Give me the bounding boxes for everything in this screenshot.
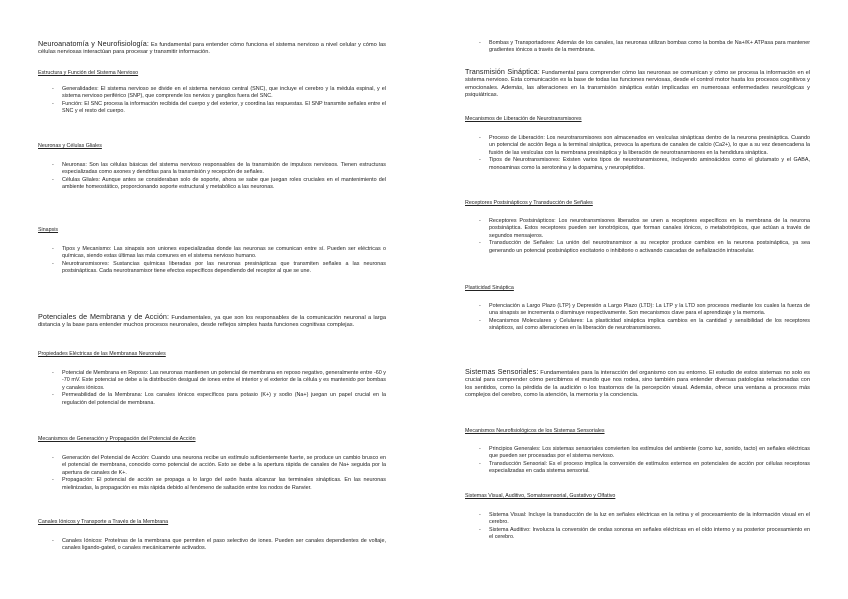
item-text: Cuando una neurona recibe un estímulo suficientemente fuerte, se produce un cambio brusco en el potencial de membrana, conocido como potencial de acción. Esto se debe a la apertura rápida de canales de Na+ seguida por la apertura de canales de K+. — [62, 455, 386, 476]
item-text: Son las células básicas del sistema nervioso responsables de la transmisión de impulsos nerviosos. Tienen estructuras especializadas como axones y dendritas para la transmisión y recepción de señales. — [62, 162, 386, 176]
transmision-paragraph — [465, 68, 810, 100]
item-text: Proteínas de la membrana que permiten el paso selectivo de iones. Pueden ser canales dependientes de voltaje, canales ligando-gated, o canales mecánicamente activados. — [62, 538, 386, 552]
list-item — [465, 303, 810, 318]
item-term: Función: — [62, 100, 83, 107]
list-item — [38, 392, 386, 407]
potenciales-paragraph — [38, 313, 386, 330]
list-item — [38, 261, 386, 276]
list-canales — [38, 538, 386, 553]
list-item — [38, 455, 386, 477]
item-text: Las neuronas mantienen un potencial de membrana en reposo negativo, generalmente entre -60 y -70 mV. Este potencial se debe a la distribución desigual de iones entre el interior y el exterior de la célula y es mantenido por bombas y canales iónicos. — [62, 370, 386, 391]
list-mecanismos-accion — [38, 455, 386, 492]
section-heading-liberacion: Mecanismos de Liberación de Neurotransmisores — [465, 116, 582, 122]
list-neuronas — [38, 162, 386, 192]
item-term: Transducción Sensorial: — [489, 460, 548, 467]
item-text: Involucra la conversión de ondas sonoras en señales eléctricas en el oído interno y su posterior procesamiento en el cerebro. — [489, 526, 811, 541]
section-heading-propiedades: Propiedades Eléctricas de las Membranas Neuronales — [38, 351, 166, 357]
list-item — [465, 446, 810, 461]
list-item — [38, 86, 386, 101]
list-plasticidad — [465, 303, 810, 333]
item-term: Neurotransmisores: — [62, 260, 110, 267]
item-term: Transducción de Señales: — [489, 240, 555, 247]
item-term: Tipos de Neurotransmisores: — [489, 157, 561, 164]
item-text: Además de los canales, las neuronas utilizan bombas como la bomba de Na+/K+ ATPasa para mantener gradientes iónicos a través de la membrana. — [489, 40, 810, 54]
item-term: Proceso de Liberación: — [489, 135, 545, 141]
item-term: Sistema Auditivo: — [489, 526, 531, 533]
list-item — [38, 370, 386, 392]
item-text: Existen varios tipos de neurotransmisores, incluyendo aminoácidos como el glutamato y el GABA, monoaminas como la serotonina y la dopamina, y neuropéptidos. — [489, 157, 810, 171]
item-term: Generalidades: — [62, 86, 99, 92]
list-item — [38, 177, 386, 192]
item-text: Los neurotransmisores son almacenados en vesículas sinápticas dentro de la neurona presináptica. Cuando un potencial de acción llega a la terminal sináptica, provoca la apertura de canales de calcio (Ca2+), lo que a su vez desencadena la fusión de las vesículas con la membrana presináptica y la liberación de neurotransmisores en la hendidura sináptica. — [489, 135, 810, 156]
item-term: Propagación: — [62, 477, 94, 484]
transmision-term: Transmisión Sináptica: — [465, 67, 540, 76]
list-item — [38, 538, 386, 553]
section-heading-visual: Sistemas Visual, Auditivo, Somatosensorial, Gustativo y Olfativo — [465, 493, 616, 499]
item-term: Potencial de Membrana en Reposo: — [62, 370, 149, 376]
section-heading-sinapsis: Sinapsis — [38, 227, 59, 233]
item-text: Los neurotransmisores liberados se unen a receptores específicos en la membrana de la neurona postsináptica. Estos receptores pueden ser ionotrópicos, que forman canales iónicos, o metabotrópicos, que actúan a través de segundos mensajeros. — [489, 218, 811, 239]
potenciales-term: Potenciales de Membrana y de Acción: — [38, 312, 170, 321]
item-text: Los sistemas sensoriales convierten los estímulos del ambiente (como luz, sonido, tacto) en señales eléctricas que pueden ser procesadas por el sistema nervioso. — [489, 446, 810, 460]
list-estructura — [38, 86, 386, 116]
list-item — [465, 40, 810, 55]
list-item — [465, 512, 810, 527]
potenciales-text: Fundamentales, ya que son los responsables de la comunicación neuronal a larga distancia y la base para entender muchos procesos neuronales, desde reflejos simples hasta funciones cognitivas complejas. — [38, 315, 386, 329]
intro-paragraph — [38, 40, 386, 57]
item-term: Neuronas: — [62, 162, 87, 168]
item-text: La plasticidad sináptica implica cambios en la cantidad y sensibilidad de los receptores sinápticos, así como alteraciones en la liberación de neurotransmisores. — [489, 317, 810, 332]
item-text: Las sinapsis son uniones especializadas donde las neuronas se comunican entre sí. Pueden ser eléctricas o químicas, siendo estas últimas las más comunes en el sistema nervioso humano. — [62, 246, 387, 260]
list-propiedades — [38, 370, 386, 407]
list-neurofisio — [465, 446, 810, 476]
list-sinapsis — [38, 246, 386, 276]
section-heading-neurofisio: Mecanismos Neurofisiológicos de los Sistemas Sensoriales — [465, 428, 605, 434]
item-text: Sustancias químicas liberadas por las neuronas presinápticas que transmiten señales a las neuronas postsinápticas. Cada neurotransmisor tiene efectos específicos dependiendo del receptor al que se une. — [62, 260, 386, 275]
item-term: Células Gliales: — [62, 176, 101, 183]
sensoriales-paragraph — [465, 368, 810, 400]
list-item — [38, 477, 386, 492]
list-item — [465, 218, 810, 240]
list-visual — [465, 512, 810, 542]
list-item — [38, 246, 386, 261]
list-liberacion — [465, 135, 810, 172]
list-item — [465, 157, 810, 172]
list-item — [465, 318, 810, 333]
item-text: La LTP y la LTD son procesos mediante los cuales la fuerza de una sinapsis se incrementa o disminuye respectivamente. Son mecanismos clave para el aprendizaje y la memoria. — [489, 303, 811, 317]
list-item — [465, 240, 810, 255]
list-item — [465, 461, 810, 476]
transmision-text: Fundamental para comprender cómo las neuronas se comunican y cómo se procesa la información en el sistema nervioso. Esta comunicación es la base de todas las funciones nerviosas, desde el control motor hasta los procesos cognitivos y emocionales. Además, las alteraciones en la transmisión sináptica están implicadas en numerosas enfermedades neurológicas y psiquiátricas. — [465, 70, 810, 99]
section-heading-plasticidad: Plasticidad Sináptica — [465, 285, 514, 291]
list-item — [465, 135, 810, 157]
section-heading-neuronas: Neuronas y Células Gliales — [38, 143, 102, 149]
section-heading-mecanismos-accion: Mecanismos de Generación y Propagación del Potencial de Acción — [38, 436, 196, 442]
sensoriales-text: Fundamentales para la interacción del organismo con su entorno. El estudio de estos sistemas no solo es crucial para comprender cómo percibimos el mundo que nos rodea, sino también para entender diversas patologías relacionadas con los sentidos, como la pérdida de la audición o los trastornos de la percepción visual. Además, ofrece una ventana a procesos más complejos del cerebro, como la atención, la memoria y la conciencia. — [465, 370, 810, 399]
item-text: La unión del neurotransmisor a su receptor produce cambios en la neurona postsináptica, ya sea generando un potencial postsináptico excitatorio o inhibitorio o activando cascadas de señalización intracelular. — [489, 240, 810, 254]
item-text: El SNC procesa la información recibida del cuerpo y del exterior, y coordina las respuestas. El SNP transmite señales entre el SNC y el resto del cuerpo. — [62, 100, 386, 115]
intro-text: Es fundamental para entender cómo funciona el sistema nervioso a nivel celular y cómo las células nerviosas interactúan para procesar y transmitir información. — [38, 42, 386, 56]
item-term: Principios Generales: — [489, 446, 541, 452]
list-item — [38, 162, 386, 177]
item-term: Tipos y Mecanismo: — [62, 246, 112, 252]
item-text: El potencial de acción se propaga a lo largo del axón hasta alcanzar las terminales sinápticas. En las neuronas mielinizadas, la propagación es más rápida debido al fenómeno de saltación entre los nodos de Ranvier. — [62, 477, 386, 491]
item-text: Los canales iónicos específicos para potasio (K+) y sodio (Na+) juegan un papel crucial en la regulación del potencial de membrana. — [62, 392, 386, 406]
list-bombas — [465, 40, 810, 55]
list-item — [38, 101, 386, 116]
sensoriales-term: Sistemas Sensoriales: — [465, 367, 539, 376]
list-receptores — [465, 218, 810, 255]
right-column — [465, 0, 810, 599]
item-text: Aunque antes se consideraban solo de soporte, ahora se sabe que juegan roles cruciales en el mantenimiento del ambiente homeostático, proporcionando soporte estructural y metabólico a las neuronas. — [62, 176, 387, 191]
item-term: Bombas y Transportadores: — [489, 40, 556, 46]
item-text: El sistema nervioso se divide en el sistema nervioso central (SNC), que incluye el cerebro y la médula espinal, y el sistema nervioso periférico (SNP), que comprende los nervios y ganglios fuera del SNC. — [62, 86, 386, 100]
item-term: Permeabilidad de la Membrana: — [62, 392, 143, 399]
item-term: Canales Iónicos: — [62, 538, 103, 544]
item-text: Incluye la transducción de la luz en señales eléctricas en la retina y el procesamiento de la información visual en el cerebro. — [489, 512, 810, 526]
item-term: Receptores Postsinápticos: — [489, 218, 556, 224]
item-term: Generación del Potencial de Acción: — [62, 455, 150, 461]
item-text: Es el proceso implica la conversión de estímulos externos en potenciales de acción por células receptoras especializadas en cada sistema sensorial. — [489, 460, 811, 475]
list-item — [465, 527, 810, 542]
section-heading-estructura: Estructura y Función del Sistema Nervioso — [38, 70, 139, 76]
item-term: Sistema Visual: — [489, 512, 527, 518]
intro-term: Neuroanatomía y Neurofisiología: — [38, 39, 149, 48]
left-column — [38, 0, 386, 599]
item-term: Mecanismos Moleculares y Celulares: — [489, 317, 584, 324]
item-term: Potenciación a Largo Plazo (LTP) y Depresión a Largo Plazo (LTD): — [489, 303, 654, 309]
section-heading-canales: Canales Iónicos y Transporte a Través de la Membrana — [38, 519, 169, 525]
section-heading-receptores: Receptores Postsinápticos y Transducción de Señales — [465, 200, 593, 206]
